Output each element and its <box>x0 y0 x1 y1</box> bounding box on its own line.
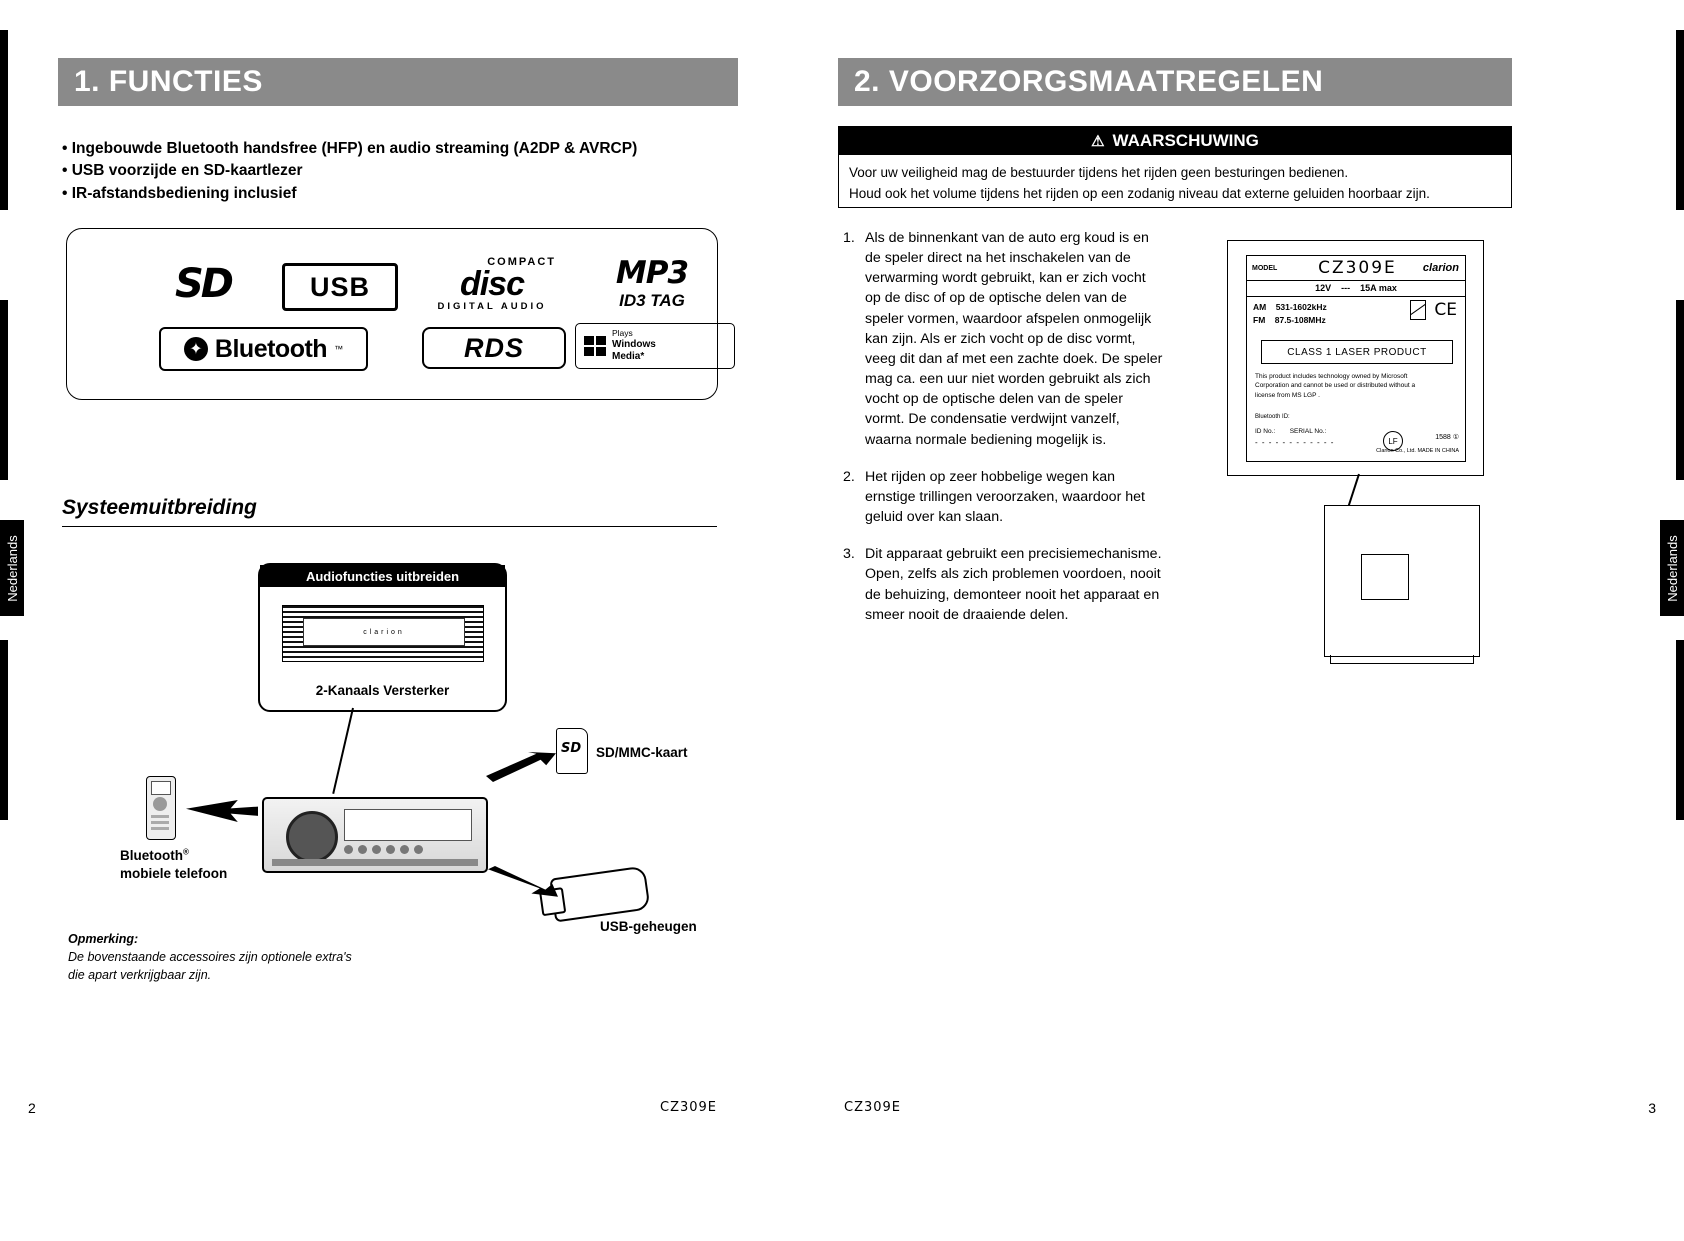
rds-logo-text: RDS <box>463 332 524 363</box>
format-logos-box <box>66 228 718 400</box>
warning-text <box>839 155 1511 213</box>
precaution-number: 3. <box>843 546 855 563</box>
features-list <box>62 138 742 205</box>
rating-power-separator: --- <box>1341 283 1351 293</box>
warning-triangle-icon: ⚠ <box>1091 133 1105 150</box>
rating-label <box>1246 255 1466 462</box>
note-line2: die apart verkrijgbaar zijn. <box>68 968 212 983</box>
amplifier-callout-header: Audiofuncties uitbreiden <box>260 565 505 587</box>
precaution-number: 2. <box>843 468 855 485</box>
warning-line2: Houd ook het volume tijdens het rijden op een zodanig niveau dat externe geluiden hoorbaar zijn. <box>849 185 1430 201</box>
binding-mark-mid-left <box>0 300 8 480</box>
language-tab-left-label: Nederlands <box>4 534 20 602</box>
amplifier-image <box>282 605 484 662</box>
unit-to-sd-arrow <box>486 752 556 782</box>
subsection-title: Systeemuitbreiding <box>62 496 717 527</box>
ce-number: 1588 ① <box>1435 434 1459 441</box>
serial-no-caption: SERIAL No.: <box>1289 428 1327 435</box>
precaution-list <box>843 228 1163 642</box>
unit-body-label-area <box>1361 554 1409 600</box>
usb-memory-label: USB-geheugen <box>600 919 697 934</box>
precaution-item <box>843 467 1163 527</box>
lf-mark-icon: LF <box>1383 431 1403 451</box>
binding-mark-top-left <box>0 30 8 210</box>
wm-windows-text: Windows <box>612 338 656 350</box>
feature-item: • Ingebouwde Bluetooth handsfree (HFP) en audio streaming (A2DP & AVRCP) <box>62 140 638 157</box>
rating-label-illustration <box>1227 240 1484 476</box>
bluetooth-id-caption: Bluetooth ID: <box>1255 414 1290 420</box>
cd-logo-top-text: COMPACT <box>487 256 556 269</box>
precaution-item <box>843 228 1163 450</box>
rating-band-am: AM <box>1253 302 1267 312</box>
precaution-number: 1. <box>843 230 855 246</box>
sd-card-label: SD/MMC-kaart <box>596 745 688 760</box>
binding-mark-mid-right <box>1676 300 1684 480</box>
precaution-item <box>843 544 1163 625</box>
amplifier-caption: 2-Kanaals Versterker <box>315 683 450 698</box>
mp3-logo-text: MP3 <box>615 255 689 291</box>
amplifier-callout-box <box>258 563 507 712</box>
bluetooth-phone-label-sup: ® <box>183 847 189 857</box>
bluetooth-icon: ✦ <box>184 337 208 361</box>
sd-card-mark: SD <box>561 741 582 756</box>
mp3-id3tag-text: ID3 TAG <box>619 291 685 310</box>
cd-logo-mid-text: disc <box>459 265 525 304</box>
windows-flag-icon <box>584 336 606 356</box>
phone-to-unit-arrow <box>186 800 258 822</box>
amp-callout-pointer <box>332 708 354 794</box>
head-unit-bottom-strip <box>272 859 478 866</box>
language-tab-right <box>1660 520 1684 616</box>
precaution-text: Het rijden op zeer hobbelige wegen kan ernstige trillingen veroorzaken, waardoor het geluid over kan slaan. <box>865 468 1145 526</box>
footer-model-left: CZ309E <box>660 1100 718 1115</box>
mp3-logo <box>587 251 717 315</box>
windows-media-logo <box>575 323 735 369</box>
wm-media-text: Media* <box>612 351 645 363</box>
head-unit-volume-knob <box>286 811 338 863</box>
warning-line1: Voor uw veiligheid mag de bestuurder tijdens het rijden geen besturingen bedienen. <box>849 165 1349 180</box>
rating-power: 12V <box>1315 283 1332 293</box>
wm-plays-text: Plays <box>612 328 633 339</box>
sd-logo <box>155 261 251 307</box>
language-tab-right-label: Nederlands <box>1664 534 1680 602</box>
unit-body-base <box>1330 655 1474 664</box>
rating-model-caption: MODEL <box>1252 264 1278 272</box>
bluetooth-phone-label-line2: mobiele telefoon <box>120 865 228 881</box>
section-header-voorzorgsmaatregelen <box>838 58 1512 106</box>
footer-page-right: 3 <box>1648 1100 1656 1116</box>
wee-bin-icon <box>1410 300 1426 320</box>
warning-box <box>838 126 1512 208</box>
compact-disc-logo <box>422 251 562 317</box>
binding-mark-bot-left <box>0 640 8 820</box>
microsoft-license-note: This product includes technology owned by Microsoft Corporation and cannot be used or distributed without a license from MS LGP . <box>1255 373 1416 399</box>
footer-page-left: 2 <box>28 1100 36 1116</box>
feature-item: • IR-afstandsbediening inclusief <box>62 184 297 202</box>
rating-current: 15A max <box>1360 283 1397 293</box>
unit-body-illustration <box>1324 505 1480 657</box>
section-header-functies <box>58 58 738 106</box>
head-unit-image <box>262 797 488 873</box>
bluetooth-logo-text: Bluetooth <box>214 334 328 363</box>
binding-mark-top-right <box>1676 30 1684 210</box>
warning-header <box>839 127 1511 155</box>
sd-logo-text: SD <box>174 261 231 307</box>
rds-logo <box>422 327 566 369</box>
language-tab-left <box>0 520 24 616</box>
bluetooth-phone-label <box>120 847 227 882</box>
rating-brand: clarion <box>1422 262 1459 274</box>
head-unit-button-row <box>344 845 423 854</box>
binding-mark-bot-right <box>1676 640 1684 820</box>
unit-to-usb-arrow <box>488 866 558 898</box>
usb-logo <box>282 263 398 311</box>
rating-freq-fm: 87.5-108MHz <box>1274 314 1326 325</box>
usb-memory-image <box>549 866 650 923</box>
id-no-caption: ID No.: <box>1255 428 1276 435</box>
bluetooth-mobile-phone-image <box>146 776 176 840</box>
note-title: Opmerking: <box>68 932 139 946</box>
amplifier-brand: clarion <box>303 618 465 646</box>
right-page <box>842 0 1684 1241</box>
warning-title: WAARSCHUWING <box>1112 131 1259 150</box>
section-title: 1. FUNCTIES <box>74 65 263 98</box>
head-unit-display <box>344 809 472 841</box>
feature-item: • USB voorzijde en SD-kaartlezer <box>62 162 303 180</box>
cd-logo-bottom-text: DIGITAL AUDIO <box>437 300 547 312</box>
rating-freq-am: 531-1602kHz <box>1275 302 1327 312</box>
precaution-text: Dit apparaat gebruikt een precisiemechanisme. Open, zelfs als zich problemen voordoen, nooit de behuizing, demonteer nooit het apparaat en smeer nooit de draaiende delen. <box>865 546 1162 623</box>
bluetooth-logo <box>159 327 368 371</box>
section-title: 2. VOORZORGSMAATREGELEN <box>854 65 1324 98</box>
note-line1: De bovenstaande accessoires zijn optionele extra's <box>68 950 352 965</box>
rating-band-fm: FM <box>1253 314 1266 325</box>
manufacturer-text: Clarion Co., Ltd. MADE IN CHINA <box>1376 447 1459 454</box>
laser-class-text: CLASS 1 LASER PRODUCT <box>1261 340 1453 364</box>
precaution-text: Als de binnenkant van de auto erg koud is en de speler direct na het inschakelen van de verwarming wordt gebruikt, kan er zich vocht op de disc of op de optische delen van de speler vormen, waardoor afspelen onmogelijk kan zijn. Als er zich vocht op de disc vormt, veeg dit dan af met een zachte doek. De speler mag ca. een uur niet worden gebruikt als zich vocht op de optische delen van de speler vormt. De condensatie verdwijnt vanzelf, waarna normale bediening mogelijk is. <box>865 230 1163 448</box>
sd-card-image <box>556 728 588 774</box>
id-placeholder-dashes: - - - - - - - - - - - - <box>1255 438 1335 447</box>
rating-model-value: CZ309E <box>1318 258 1397 278</box>
footer-model-right: CZ309E <box>844 1100 902 1115</box>
usb-logo-text: USB <box>309 271 370 302</box>
bluetooth-tm-mark: ™ <box>334 344 344 354</box>
note-block <box>68 930 352 984</box>
bluetooth-phone-label-line1: Bluetooth <box>120 848 183 863</box>
ce-mark-icon: CE <box>1434 300 1457 320</box>
